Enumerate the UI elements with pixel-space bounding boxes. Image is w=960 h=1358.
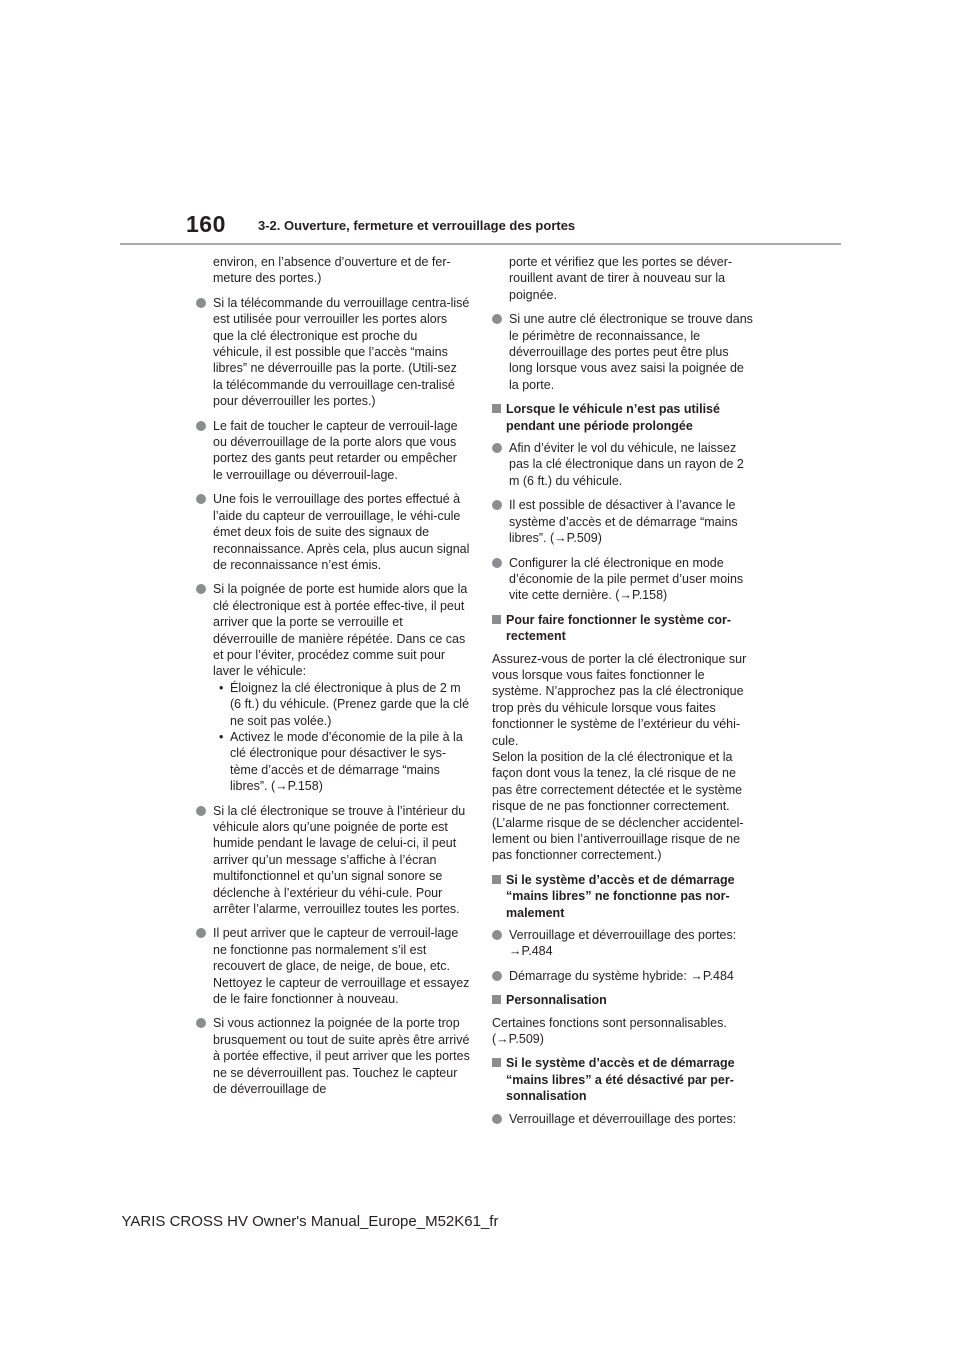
bullet-icon (492, 558, 502, 568)
bullet-item: Si la clé électronique se trouve à l’intérieur du véhicule alors qu’une poignée de porte est humide pendant le lavage de celui-ci, il peut arriver qu’un message s’affiche à l’écran multifonctionnel et qu’un signal sonore se déclenche à l’extérieur du véhi-cule. Pour arrêter l’alarme, verrouillez toutes les portes. (196, 803, 470, 918)
bullet-icon (492, 930, 502, 940)
section-title: 3-2. Ouverture, fermeture et verrouillage des portes (258, 218, 576, 233)
page-number: 160 (186, 211, 226, 237)
bullet-item: Verrouillage et déverrouillage des portes: →P.484 (492, 927, 754, 960)
bullet-icon (492, 1114, 502, 1124)
bullet-icon (492, 314, 502, 324)
bullet-item: Le fait de toucher le capteur de verrouil-lage ou déverrouillage de la porte alors que vous portez des gants peut retarder ou empêcher le verrouillage ou déverrouil-lage. (196, 418, 470, 484)
bullet-item: Si vous actionnez la poignée de la porte trop brusquement ou tout de suite après être arrivé à portée effective, il peut arriver que les portes ne se déverrouillent pas. Touchez le capteur de déverrouillage de (196, 1015, 470, 1097)
bullet-item: Une fois le verrouillage des portes effectué à l’aide du capteur de verrouillage, le véhi-cule émet deux fois de suite des signaux de reconnaissance. Après cela, plus aucun signal de reconnaissance n’est émis. (196, 491, 470, 573)
square-marker-icon (492, 875, 501, 884)
footer-text: YARIS CROSS HV Owner's Manual_Europe_M52K61_fr (121, 1213, 499, 1230)
bullet-item: Démarrage du système hybride: →P.484 (492, 968, 754, 984)
bullet-icon (492, 443, 502, 453)
bullet-item: Si la poignée de porte est humide alors que la clé électronique est à portée effec-tive, il peut arriver que la porte se verrouille et déverrouille de manière répétée. Dans ce cas et pour l’éviter, procédez comme suit pour laver le véhicule: • Éloignez la clé électronique à plus de 2 m (6 ft.) du véhicule. (Prenez garde que la clé ne soit pas volée.) • Activez le mode d’économie de la pile à la clé électronique pour désactiver le sys-tème d’accès et de démarrage “mains libres”. (→P.158) (196, 581, 470, 794)
page-header (0, 0, 960, 250)
bullet-item: Configurer la clé électronique en mode d’économie de la pile permet d’user moins vite cette dernière. (→P.158) (492, 555, 754, 604)
bullet-icon (196, 928, 206, 938)
square-marker-icon (492, 1058, 501, 1067)
subsection-heading: Personnalisation (492, 992, 754, 1008)
left-column (196, 254, 470, 1106)
bullet-icon (492, 500, 502, 510)
bullet-icon (196, 806, 206, 816)
dot-icon: • (219, 729, 224, 744)
right-column (492, 254, 754, 1135)
subsection-heading: Lorsque le véhicule n’est pas utilisé pendant une période prolongée (492, 401, 754, 434)
bullet-icon (492, 971, 502, 981)
bullet-icon (196, 494, 206, 504)
dot-icon: • (219, 680, 224, 695)
subsection-heading: Si le système d’accès et de démarrage “mains libres” a été désactivé par per-sonnalisation (492, 1055, 754, 1104)
continuation-text: porte et vérifiez que les portes se déver-rouillent avant de tirer à nouveau sur la poignée. (509, 255, 733, 302)
bullet-icon (196, 421, 206, 431)
square-marker-icon (492, 995, 501, 1004)
bullet-item: Si une autre clé électronique se trouve dans le périmètre de reconnaissance, le déverrouillage des portes peut être plus long lorsque vous avez saisi la poignée de la porte. (492, 311, 754, 393)
bullet-item: Verrouillage et déverrouillage des portes: (492, 1111, 754, 1127)
square-marker-icon (492, 404, 501, 413)
continuation-text: environ, en l’absence d’ouverture et de fer-meture des portes.) (213, 255, 451, 286)
subsection-heading: Si le système d’accès et de démarrage “mains libres” ne fonctionne pas nor-malement (492, 872, 754, 921)
bullet-item: Afin d’éviter le vol du véhicule, ne laissez pas la clé électronique dans un rayon de 2 m (6 ft.) du véhicule. (492, 440, 754, 489)
bullet-icon (196, 584, 206, 594)
paragraph: Certaines fonctions sont personnalisables. (→P.509) (492, 1015, 727, 1047)
page-footer (0, 1213, 960, 1230)
bullet-icon (196, 1018, 206, 1028)
sub-list (213, 680, 470, 795)
square-marker-icon (492, 615, 501, 624)
sub-list-item: • Activez le mode d’économie de la pile à la clé électronique pour désactiver le sys-tème d’accès et de démarrage “mains libres”. (→P.158) (219, 729, 463, 794)
bullet-item: Il peut arriver que le capteur de verrouil-lage ne fonctionne pas normalement s’il est recouvert de glace, de neige, de boue, etc. Nettoyez le capteur de verrouillage et essayez de le faire fonctionner à nouveau. (196, 925, 470, 1007)
paragraph: Assurez-vous de porter la clé électronique sur vous lorsque vous faites fonctionner le système. N’approchez pas la clé électronique trop près du véhicule lorsque vous faites fonctionner le système de l’extérieur du véhi-cule. Selon la position de la clé électronique et la façon dont vous la tenez, la clé risque de ne pas être correctement détectée et le système risque de ne pas fonctionner correctement. (L’alarme risque de se déclencher accidentel-lement ou bien l’antiverrouillage risque de ne pas fonctionner correctement.) (492, 651, 747, 863)
bullet-icon (196, 298, 206, 308)
sub-list-item: • Éloignez la clé électronique à plus de 2 m (6 ft.) du véhicule. (Prenez garde que la clé ne soit pas volée.) (219, 680, 470, 728)
bullet-item: Si la télécommande du verrouillage centra-lisé est utilisée pour verrouiller les portes alors que la clé électronique est proche du véhicule, il est possible que l’accès “mains libres” ne déverrouille pas la porte. (Utili-sez la télécommande du verrouillage cen-tralisé pour déverrouiller les portes.) (196, 295, 470, 410)
header-divider (120, 243, 841, 245)
bullet-item: Il est possible de désactiver à l’avance le système d’accès et de démarrage “mains libres”. (→P.509) (492, 497, 754, 546)
subsection-heading: Pour faire fonctionner le système cor-rectement (492, 612, 754, 645)
